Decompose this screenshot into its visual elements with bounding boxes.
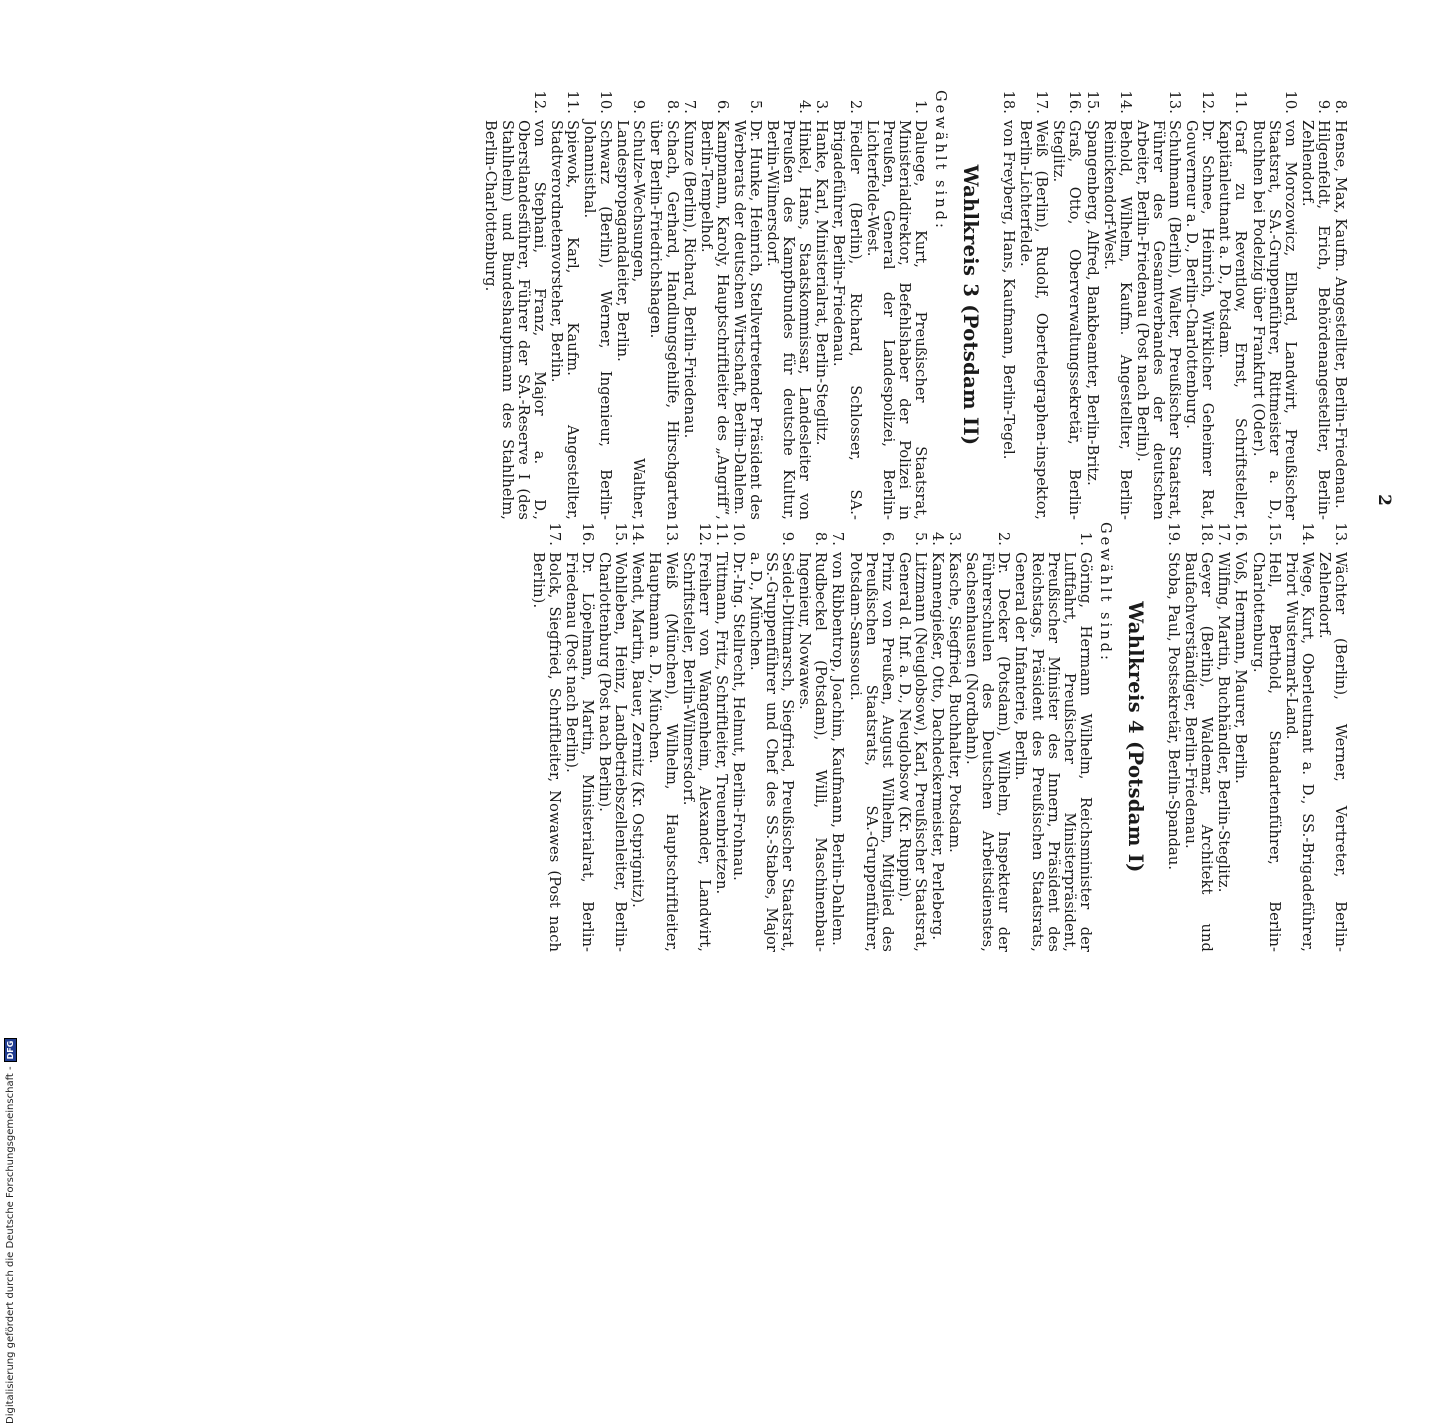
entry-number: 13. — [1166, 90, 1184, 114]
entry-text: Kannengießer, Otto, Dachdeckermeister, Perleberg. — [929, 552, 947, 941]
list-item — [796, 522, 828, 952]
entry-text: Wege, Kurt, Oberleutnant a. D., SS.-Brigadeführer, Priort Wustermark-Land. — [1282, 552, 1316, 952]
list-item — [1084, 90, 1100, 520]
entry-text: Hilgenfeldt, Erich, Behördenangestellter, Berlin-Zehlendorf. — [1298, 120, 1332, 520]
list-item — [1332, 90, 1348, 520]
entry-number: 2. — [846, 99, 864, 114]
list-item — [1299, 90, 1331, 520]
entry-number: 11. — [1232, 90, 1250, 114]
entry-number: 9. — [779, 531, 797, 546]
entry-text: Schuhmann (Berlin), Walter, Preußischer Staatsrat, Führer des Gesamtverbandes der deutschen Arbeiter, Berlin-Friedenau (Post nach Berlin). — [1133, 120, 1184, 520]
entry-text: Daluege, Kurt, Preußischer Staatsrat, Ministerialdirektor, Befehlshaber der Polizei in Preußen, General der Landespolizei, Berlin-Lichterfelde-West. — [863, 120, 929, 520]
entry-text: Kunze (Berlin), Richard, Berlin-Friedenau. — [680, 120, 698, 439]
entry-number: 15. — [1083, 90, 1101, 114]
entry-text: Graf zu Reventlow, Ernst, Schriftsteller, Kapitänleutnant a. D., Potsdam. — [1216, 120, 1250, 520]
entry-text: Hense, Max, Kaufm. Angestellter, Berlin-Friedenau. — [1332, 120, 1349, 509]
list-item — [482, 90, 546, 520]
entry-text: Wilfing, Martin, Buchhändler, Berlin-Steglitz. — [1215, 552, 1233, 893]
entry-text: Prinz von Preußen, August Wilhelm, Mitglied des Preußischen Staatsrats, SA.-Gruppenführer, Potsdam-Sanssouci. — [846, 552, 896, 952]
list-item — [1165, 522, 1181, 952]
list-item — [596, 522, 628, 952]
list-item — [1316, 522, 1348, 952]
list-item — [1101, 90, 1133, 520]
list-item — [1134, 90, 1182, 520]
list-item — [614, 90, 646, 520]
entry-text: Voß, Hermann, Maurer, Berlin. — [1232, 552, 1250, 784]
entry-number: 6. — [713, 99, 731, 114]
right-entries-bottom — [530, 522, 1093, 952]
list-item — [698, 90, 730, 520]
entry-text: Kasche, Siegfried, Buchhalter, Potsdam. — [946, 552, 964, 853]
entry-text: Schulze-Wechsungen, Walther, Landespropagandaleiter, Berlin. — [614, 120, 648, 520]
entry-text: Fiedler (Berlin), Richard, Schlosser, SA.-Brigadeführer, Berlin-Friedenau. — [830, 120, 864, 520]
entry-text: Graß, Otto, Oberverwaltungssekretär, Berlin-Steglitz. — [1050, 120, 1084, 520]
entry-number: 8. — [663, 99, 681, 114]
section-heading-potsdam-ii: Wahlkreis 3 (Potsdam II) — [959, 164, 983, 446]
list-item — [1216, 90, 1248, 520]
left-entries-top — [1000, 90, 1348, 520]
entry-number: 4. — [929, 531, 947, 546]
entry-number: 17. — [545, 522, 563, 546]
list-item — [731, 90, 763, 520]
entry-number: 14. — [1298, 522, 1316, 546]
dfg-logo: DFG — [4, 1038, 17, 1063]
entry-text: Hanke, Karl, Ministerialrat, Berlin-Steglitz. — [813, 120, 831, 446]
entry-text: Hinkel, Hans, Staatskommissar, Landesleiter von Preußen des Kampfbundes für deutsche Kultur, Berlin-Wilmersdorf. — [764, 120, 814, 520]
entry-number: 5. — [747, 99, 764, 114]
list-item — [680, 522, 712, 952]
list-item — [1249, 90, 1297, 520]
list-item — [646, 522, 678, 952]
entry-text: Schach, Gerhard, Handlungsgehilfe, Hirschgarten über Berlin-Friedrichshagen. — [647, 120, 681, 520]
list-item — [813, 90, 829, 520]
entry-text: von Stephani, Franz, Major a. D., Oberstlandesführer, Führer der SA.-Reserve I (des Stahlhelm) und Bundeshauptmann des Stahlhelm, Berlin-Charlottenburg. — [482, 120, 548, 520]
entry-text: Dr.-Ing. Stellrecht, Helmut, Berlin-Frohnau. — [729, 552, 747, 881]
list-item — [1000, 90, 1016, 520]
entry-number: 18. — [1000, 90, 1018, 114]
list-item — [929, 522, 945, 952]
entry-number: 14. — [629, 522, 647, 546]
entry-text: Rudbeckel (Potsdam), Willi, Maschinenbau-Ingenieur, Nowawes. — [796, 552, 830, 952]
entry-number: 18. — [1198, 522, 1216, 546]
entry-number: 14. — [1116, 90, 1134, 114]
list-item — [1012, 522, 1092, 952]
entry-text: Dr. Löpelmann, Martin, Ministerialrat, Berlin-Friedenau (Post nach Berlin). — [562, 552, 597, 952]
entry-number: 7. — [829, 531, 847, 546]
list-item — [563, 522, 595, 952]
entry-number: 12. — [1199, 90, 1217, 114]
list-item — [713, 522, 729, 952]
entry-text: Stoba, Paul, Postsekretär, Berlin-Spandau. — [1165, 552, 1183, 871]
entry-number: 17. — [1215, 522, 1233, 546]
entry-number: 7. — [680, 99, 698, 114]
entry-number: 12. — [695, 522, 713, 546]
list-item — [946, 522, 962, 952]
entry-number: 15. — [612, 522, 630, 546]
entry-number: 13. — [662, 522, 680, 546]
entry-text: von Morozowicz, Elhard, Landwirt, Preußischer Staatsrat, SA.-Gruppenführer, Rittmeister a. D., Buchhen bei Podelzig über Frankfurt (Oder). — [1249, 120, 1299, 520]
entry-number: 3. — [813, 99, 831, 114]
entry-number: 16. — [579, 522, 597, 546]
list-item — [1050, 90, 1082, 520]
entry-number: 9. — [630, 99, 648, 114]
list-item — [581, 90, 613, 520]
right-entries-top — [1165, 522, 1348, 952]
list-item — [764, 90, 812, 520]
entry-text: Weiß (München), Wilhelm, Hauptschriftleiter, Hauptmann a. D., München. — [646, 552, 680, 952]
section-subheading: Gewählt sind: — [1096, 522, 1114, 663]
entry-number: 9. — [1314, 99, 1332, 114]
list-item — [896, 522, 928, 952]
entry-number: 19. — [1165, 522, 1183, 546]
entry-text: Kampmann, Karoly, Hauptschriftleiter des „Angriff“, Berlin-Tempelhof. — [697, 120, 731, 520]
list-item — [530, 522, 562, 952]
right-column — [529, 522, 1348, 952]
section-heading-potsdam-i: Wahlkreis 4 (Potsdam I) — [1123, 601, 1147, 873]
entry-text: von Freyberg, Hans, Kaufmann, Berlin-Tegel. — [1000, 120, 1018, 460]
entry-text: Freiherr von Wangenheim, Alexander, Landwirt, Schriftsteller, Berlin-Wilmersdorf. — [679, 552, 713, 952]
entry-text: Weiß (Berlin), Rudolf, Obertelegraphen-inspektor, Berlin-Lichterfelde. — [1017, 120, 1051, 520]
list-item — [1283, 522, 1315, 952]
list-item — [1182, 522, 1214, 952]
list-item — [830, 90, 862, 520]
entry-number: 17. — [1033, 90, 1051, 114]
list-item — [747, 522, 795, 952]
entry-number: 10. — [1281, 90, 1299, 114]
section-subheading: Gewählt sind: — [932, 90, 950, 231]
digitization-note-text: Digitalisierung gefördert durch die Deutsche Forschungsgemeinschaft - — [5, 1066, 16, 1424]
list-item — [629, 522, 645, 952]
entry-text: Wendt, Martin, Bauer, Zernitz (Kr. Ostprignitz). — [629, 552, 647, 908]
left-entries-bottom — [482, 90, 928, 520]
list-item — [846, 522, 894, 952]
entry-text: Dr. Decker (Potsdam), Wilhelm, Inspekteur der Führerschulen des Deutschen Arbeitsdienstes, Sachsenhausen (Nordbahn). — [963, 552, 1013, 952]
list-item — [647, 90, 679, 520]
entry-text: Tittmann, Fritz, Schriftleiter, Treuenbrietzen. — [712, 552, 730, 895]
entry-number: 15. — [1265, 522, 1283, 546]
entry-number: 13. — [1332, 522, 1349, 546]
entry-number: 11. — [563, 90, 581, 114]
entry-text: Spangenberg, Alfred, Bankbeamter, Berlin-Britz. — [1083, 120, 1101, 486]
entry-text: Göring, Hermann Wilhelm, Reichsminister der Luftfahrt, Preußischer Ministerpräsident, Preußischer Minister des Innern, Präsident des Reichstags, Präsident des Preußischen Staatsrats, General der Infanterie, Berlin. — [1012, 552, 1094, 952]
list-item — [963, 522, 1011, 952]
entry-text: Behold, Wilhelm, Kaufm. Angestellter, Berlin-Reinickendorf-West. — [1100, 120, 1134, 520]
entry-number: 6. — [878, 531, 896, 546]
entry-text: Wächter (Berlin), Werner, Vertreter, Berlin-Zehlendorf. — [1315, 552, 1349, 952]
entry-text: von Ribbentrop, Joachim, Kaufmann, Berlin-Dahlem. — [829, 552, 847, 946]
entry-number: 16. — [1232, 522, 1250, 546]
list-item — [1215, 522, 1231, 952]
entry-number: 8. — [812, 531, 830, 546]
entry-number: 10. — [729, 522, 747, 546]
entry-text: Dr. Schnee, Heinrich, Wirklicher Geheimer Rat, Gouverneur a. D., Berlin-Charlottenburg. — [1183, 120, 1217, 520]
entry-text: Seidel-Dittmarsch, Siegfried, Preußischer Staatsrat, SS.-Gruppenführer und Chef des SS.-Stabes, Major a. D., München. — [747, 552, 797, 952]
entry-number: 8. — [1332, 99, 1349, 114]
entry-number: 16. — [1066, 90, 1084, 114]
entry-number: 2. — [995, 531, 1013, 546]
entry-text: Spiewok, Karl, Kaufm. Angestellter, Stadtverordnetenvorsteher, Berlin. — [547, 120, 581, 520]
entry-number: 5. — [911, 531, 929, 546]
entry-number: 4. — [796, 99, 814, 114]
entry-text: Litzmann (Neuglobsow), Karl, Preußischer Staatsrat, General d. Inf. a. D., Neuglobsow (Kr. Ruppin). — [895, 552, 929, 952]
entry-number: 10. — [597, 90, 615, 114]
entry-text: Dr. Hunke, Heinrich, Stellvertretender Präsident des Werberats der deutschen Wirtschaft, Berlin-Dahlem. — [730, 120, 764, 520]
entry-text: Hell, Berthold, Standartenführer, Berlin-Charlottenburg. — [1249, 552, 1283, 952]
list-item — [829, 522, 845, 952]
list-item — [730, 522, 746, 952]
list-item — [681, 90, 697, 520]
entry-number: 11. — [712, 522, 730, 546]
list-item — [1183, 90, 1215, 520]
entry-text: Geyer (Berlin), Waldemar, Architekt und Baufachverständiger, Berlin-Friedenau. — [1182, 552, 1216, 952]
list-item — [548, 90, 580, 520]
list-item — [1249, 522, 1281, 952]
digitization-note — [4, 424, 17, 1424]
entry-number: 3. — [946, 531, 964, 546]
entry-text: Bolck, Siegfried, Schriftleiter, Nowawes (Post nach Berlin). — [529, 552, 563, 952]
entry-number: 1. — [1076, 531, 1094, 546]
page-number: 2 — [1374, 494, 1394, 506]
list-item — [1017, 90, 1049, 520]
entry-text: Wohlleben, Heinz, Landbetriebszellenleiter, Berlin-Charlottenburg (Post nach Berlin). — [596, 552, 630, 952]
list-item — [1232, 522, 1248, 952]
entry-number: 1. — [911, 99, 929, 114]
entry-text: Schwarz (Berlin), Werner, Ingenieur, Berlin-Johannisthal. — [581, 120, 615, 520]
left-column — [481, 90, 1348, 520]
list-item — [864, 90, 928, 520]
entry-number: 12. — [530, 90, 548, 114]
